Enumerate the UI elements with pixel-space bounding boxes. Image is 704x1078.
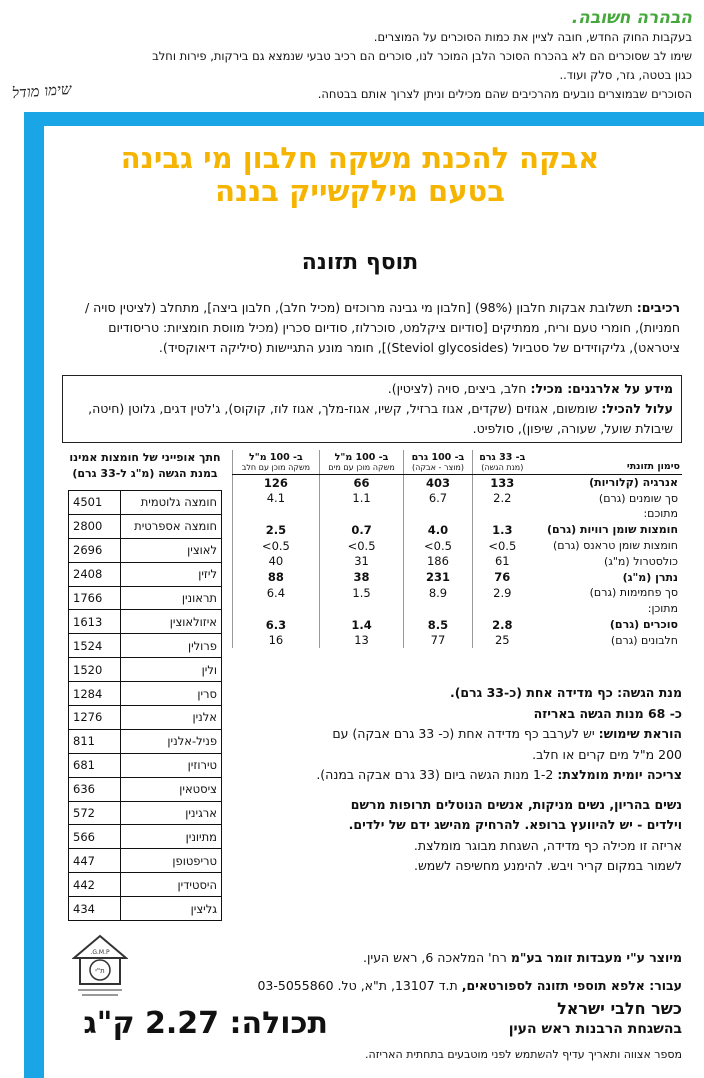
nutrient-label: סך שומנים (גרם)	[598, 491, 678, 505]
nutrient-value	[233, 506, 320, 522]
nutrient-value: 6.3	[233, 617, 320, 633]
nutrient-value	[472, 506, 532, 522]
amino-name: פרולין	[121, 634, 222, 658]
nutrient-value: 133	[472, 475, 532, 491]
amino-value: 1276	[69, 706, 121, 730]
nutrient-label: אנרגיה (קלוריות)	[589, 476, 678, 490]
amino-row	[69, 706, 222, 730]
amino-name: טירוזין	[121, 753, 222, 777]
nutrition-row	[233, 585, 683, 601]
nutrient-value: 31	[319, 553, 404, 569]
nutrition-row	[233, 506, 683, 522]
amino-row	[69, 610, 222, 634]
nutrient-label: נתרן (מ"ג)	[622, 570, 678, 584]
amino-row	[69, 753, 222, 777]
title-line-1: אבקה להכנת משקה חלבון מי גבינה	[120, 141, 600, 175]
amino-name: איזולאוצין	[121, 610, 222, 634]
nutrient-value: 8.9	[404, 585, 472, 601]
nutrient-value: 8.5	[404, 617, 472, 633]
amino-row	[69, 897, 222, 921]
nutrient-value: 25	[472, 632, 532, 648]
nutrient-value: 4.0	[404, 522, 472, 538]
amino-name: תראונין	[121, 586, 222, 610]
amino-name: אלנין	[121, 706, 222, 730]
serving-info	[236, 683, 682, 877]
nutrient-value: 1.4	[319, 617, 404, 633]
product-title	[60, 142, 660, 208]
amino-row	[69, 801, 222, 825]
nutrient-value: 2.8	[472, 617, 532, 633]
amino-value: 1766	[69, 586, 121, 610]
ingredients	[64, 298, 680, 358]
notice-line: בעקבות החוק החדש, חובה לציין את כמות הסוכרים על המוצרים.	[373, 30, 692, 44]
nutrient-value: 1.3	[472, 522, 532, 538]
usage-text: יש לערבב כף מדידה אחת (כ- 33 גרם אבקה) עם	[332, 726, 595, 741]
nutrition-row	[233, 553, 683, 569]
ingredients-text: תשלובת אבקות חלבון (98%) [חלבון מי גבינה מרוכזים (מכיל חלב), חלבון ביצה], מתחלב (לציטין סויה / חמניות), חומרי טעם וריח, ממתיקים [סודיום ציקלמט, סוכרלוז, סודיום סכרין (מכיל מווסת חומציות: טריסודיום ציטראט), גליקוזידים של סטביול (Steviol glycosides)], חומר מונע התגיישות (סיליקה דיאוקסיד).	[84, 300, 680, 355]
nutrient-value: 126	[233, 475, 320, 491]
amino-value: 636	[69, 777, 121, 801]
nutrient-value: 4.1	[233, 490, 320, 506]
nutrient-value	[472, 601, 532, 617]
blue-side-bar	[24, 112, 44, 1078]
amino-value: 1284	[69, 682, 121, 706]
nutrient-value: 0.7	[319, 522, 404, 538]
nutrition-table	[232, 450, 682, 648]
blue-top-bar	[24, 112, 704, 126]
amino-value: 4501	[69, 491, 121, 515]
nutrition-row	[233, 490, 683, 506]
amino-value: 566	[69, 825, 121, 849]
notice-line: הסוכרים שבמוצרים נובעים מהרכיבים שהם מכילים וניתן לצרוך אותם בבטחה.	[317, 87, 692, 101]
amino-row	[69, 491, 222, 515]
amino-row	[69, 729, 222, 753]
amino-name: גליצין	[121, 897, 222, 921]
nutrient-value: 76	[472, 569, 532, 585]
allergen-contains-label: מידע על אלרגנים: מכיל:	[530, 381, 673, 396]
amino-acid-table	[68, 450, 222, 921]
amino-value: 2408	[69, 562, 121, 586]
amino-row	[69, 682, 222, 706]
amino-value: 434	[69, 897, 121, 921]
amino-name: ציסטאין	[121, 777, 222, 801]
nutrient-label: חומצות שומן טראנס (גרם)	[552, 539, 678, 553]
nutrition-row	[233, 522, 683, 538]
distributor-label: עבור: אלפא תוספי תזונה לספורטאים,	[461, 978, 682, 993]
nutrition-header: ב- 100 מ"ל משקה מוכן עם מים	[319, 450, 404, 475]
producer-address: רח' המלאכה 6, ראש העין.	[363, 950, 507, 965]
nutrient-value: 6.4	[233, 585, 320, 601]
nutrient-value: 2.9	[472, 585, 532, 601]
amino-value: 2696	[69, 538, 121, 562]
nutrition-row	[233, 475, 683, 491]
distributor-address: ת.ד 13107, ת"א, טל. 03-5055860	[257, 978, 458, 993]
amino-value: 442	[69, 873, 121, 897]
nutrient-value: 13	[319, 632, 404, 648]
nutrient-value: 186	[404, 553, 472, 569]
gmp-sub: ת"י	[95, 967, 105, 975]
allergen-box	[62, 375, 682, 443]
nutrient-label: חומצות שומן רוויות (גרם)	[546, 523, 678, 537]
nutrient-value: 2.5	[233, 522, 320, 538]
amino-row	[69, 777, 222, 801]
gmp-label: G.M.P.	[90, 949, 110, 956]
nutrient-value: 403	[404, 475, 472, 491]
amino-row	[69, 658, 222, 682]
amino-value: 447	[69, 849, 121, 873]
amino-name: ארגינין	[121, 801, 222, 825]
nutrient-value	[404, 601, 472, 617]
nutrient-value: 231	[404, 569, 472, 585]
amino-row	[69, 634, 222, 658]
usage-text-2: 200 מ"ל מים קרים או חלב.	[532, 746, 682, 762]
amino-name: ולין	[121, 658, 222, 682]
nutrient-value: 1.5	[319, 585, 404, 601]
allergen-may-label: עלול להכיל:	[601, 401, 673, 416]
note-line: לשמור במקום קריר ויבש. להימנע מחשיפה לשמש.	[413, 858, 682, 873]
daily-label: צריכה יומית מומלצת:	[557, 767, 682, 782]
important-notice	[0, 0, 704, 112]
nutrition-row	[233, 601, 683, 617]
kosher-certification: כשר חלבי ישראל בהשגחת הרבנות ראש העין	[508, 999, 682, 1037]
title-line-2: בטעם מילקשייק בננה	[215, 174, 505, 208]
nutrient-label: מתוכן:	[647, 602, 678, 616]
nutrition-row	[233, 538, 683, 554]
gmp-logo-icon	[72, 934, 128, 1000]
amino-name: היסטידין	[121, 873, 222, 897]
nutrient-label: כולסטרול (מ"ג)	[604, 554, 678, 568]
handwritten-attention: שימו מודל	[11, 79, 73, 103]
nutrient-value: 0.5>	[233, 538, 320, 554]
amino-name: מתיונין	[121, 825, 222, 849]
amino-row	[69, 562, 222, 586]
allergen-contains-text: חלב, ביצים, סויה (לציטין).	[387, 381, 527, 396]
batch-note: מספר אצווה ותאריך עדיף להשתמש לפני מוטבעים בתחתית האריזה.	[365, 1048, 682, 1061]
notice-line: שימו לב שסוכרים הם לא בהכרח הסוכר הלבן המוכר לנו, סוכרים הם רכיב טבעי שנמצא גם בירקות, פירות וחלב	[152, 49, 692, 63]
usage-label: הוראת שימוש:	[598, 726, 682, 741]
nutrition-header: סימון תזונתי	[532, 450, 682, 475]
amino-value: 681	[69, 753, 121, 777]
nutrient-label: סך פחמימות (גרם)	[589, 586, 678, 600]
product-subtitle: תוסף תזונה	[301, 250, 419, 275]
amino-name: חומצה גלוטמית	[121, 491, 222, 515]
amino-value: 811	[69, 729, 121, 753]
amino-name: ליזין	[121, 562, 222, 586]
daily-text: 1-2 מנות הגשה ביום (33 גרם אבקה במנה).	[316, 767, 554, 782]
nutrient-value: 2.2	[472, 490, 532, 506]
nutrition-row	[233, 569, 683, 585]
amino-name: לאוצין	[121, 538, 222, 562]
producer-info	[140, 944, 682, 1000]
net-weight: תכולה: 2.27 ק"ג	[83, 1006, 328, 1041]
nutrient-value	[233, 601, 320, 617]
nutrition-header: ב- 100 מ"ל משקה מוכן עם חלב	[233, 450, 320, 475]
nutrient-label: מתוכם:	[643, 507, 678, 521]
nutrient-value: 38	[319, 569, 404, 585]
nutrient-label: סוכרים (גרם)	[609, 618, 678, 632]
nutrient-value: 40	[233, 553, 320, 569]
amino-name: סרין	[121, 682, 222, 706]
amino-name: חומצה אספרטית	[121, 514, 222, 538]
nutrient-label: חלבונים (גרם)	[610, 633, 678, 647]
nutrient-value: 1.1	[319, 490, 404, 506]
nutrition-row	[233, 617, 683, 633]
nutrition-header: ב- 100 גרם (מוצר - אבקה)	[404, 450, 472, 475]
amino-name: פניל-אלנין	[121, 729, 222, 753]
amino-title: חתך אופייני של חומצות אמינו במנת הגשה (מ"ג ל-33 גרם)	[69, 451, 221, 480]
nutrient-value: 66	[319, 475, 404, 491]
warning: נשים בהריון, נשים מניקות, אנשים הנוטלים תרופות מרשם וילדים - יש להיוועץ ברופא. להרחיק מהישג ידם של ילדים.	[348, 796, 682, 832]
nutrient-value: 16	[233, 632, 320, 648]
amino-value: 1613	[69, 610, 121, 634]
nutrient-value	[319, 506, 404, 522]
note-line: אריזה זו מכילה כף מדידה, השגחת מבוגר מומלצת.	[413, 837, 682, 853]
nutrient-value: 61	[472, 553, 532, 569]
amino-row	[69, 514, 222, 538]
amino-row	[69, 873, 222, 897]
allergen-may-text: שומשום, אגוזים (שקדים, אגוז ברזיל, קשיו, אגוז-מלך, אגוז לוז, קוקוס), ג'לטין דגים, גלוטן (חיטה, שיבולת שועל, שעורה, שיפון), סולפיט.	[88, 401, 673, 436]
ingredients-label: רכיבים:	[636, 300, 680, 315]
nutrient-value: 77	[404, 632, 472, 648]
amino-row	[69, 849, 222, 873]
serving-count: כ- 68 מנות הגשה באריזה	[533, 705, 682, 721]
amino-value: 2800	[69, 514, 121, 538]
serving-size: מנת הגשה: כף מדידה אחת (כ-33 גרם).	[449, 685, 682, 700]
nutrient-value: 6.7	[404, 490, 472, 506]
nutrient-value: 88	[233, 569, 320, 585]
nutrition-header-row	[233, 450, 683, 475]
notice-line: כגון בטטה, גזר, סלק ועוד..	[559, 68, 692, 82]
notice-title: הבהרה חשובה.	[571, 8, 692, 28]
amino-value: 572	[69, 801, 121, 825]
nutrient-value: 0.5>	[319, 538, 404, 554]
amino-row	[69, 586, 222, 610]
nutrient-value	[319, 601, 404, 617]
amino-value: 1524	[69, 634, 121, 658]
amino-name: טריפטופן	[121, 849, 222, 873]
nutrition-header: ב- 33 גרם (מנת הגשה)	[472, 450, 532, 475]
nutrient-value	[404, 506, 472, 522]
nutrient-value: 0.5>	[472, 538, 532, 554]
nutrition-row	[233, 632, 683, 648]
producer-label: מיוצר ע"י מעבדות זומר בע"מ	[510, 950, 682, 965]
amino-row	[69, 825, 222, 849]
amino-value: 1520	[69, 658, 121, 682]
nutrient-value: 0.5>	[404, 538, 472, 554]
amino-row	[69, 538, 222, 562]
